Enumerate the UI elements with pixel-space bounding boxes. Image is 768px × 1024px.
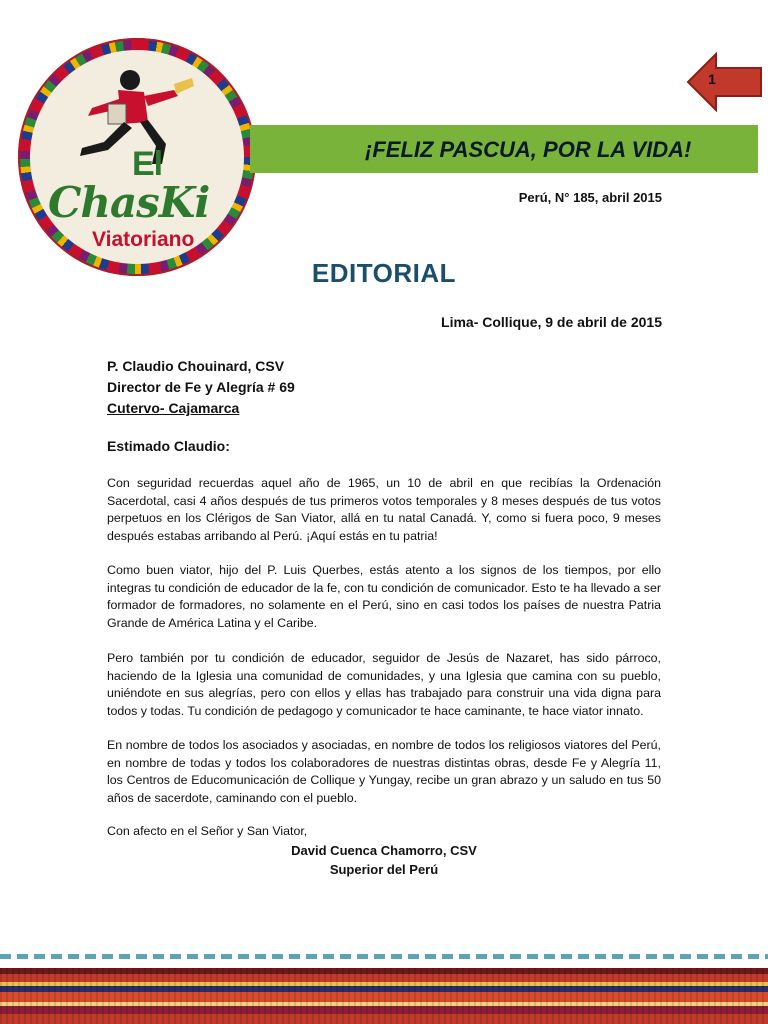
body-paragraph: Con seguridad recuerdas aquel año de 1965, un 10 de abril en que recibías la Ordenación Sacerdotal, casi 4 años después de tus primeros votos temporales y 8 meses después de tus votos perpetuos en los Clérigos de San Viator, allá en tu natal Canadá. Y, como si fuera poco, 9 meses después estabas arribando al Perú. ¡Aquí estás en tu patria! [107, 476, 661, 543]
dashed-divider [0, 954, 768, 959]
place-date: Lima- Collique, 9 de abril de 2015 [441, 314, 662, 330]
logo-el-text: El [132, 145, 163, 183]
issue-info: Perú, N° 185, abril 2015 [518, 190, 662, 205]
recipient-name: P. Claudio Chouinard, CSV [107, 358, 285, 374]
signature-title: Superior del Perú [329, 862, 439, 877]
recipient-location: Cutervo- Cajamarca [107, 400, 240, 416]
closing-line: Con afecto en el Señor y San Viator, [107, 824, 308, 838]
banner-title: ¡FELIZ PASCUA, POR LA VIDA! [365, 137, 692, 162]
runner-icon [52, 64, 202, 174]
recipient-role: Director de Fe y Alegría # 69 [107, 379, 295, 395]
greeting: Estimado Claudio: [107, 438, 230, 454]
signature-name: David Cuenca Chamorro, CSV [291, 843, 477, 858]
logo-badge [30, 50, 244, 264]
section-heading: EDITORIAL [311, 258, 457, 288]
body-paragraph: En nombre de todos los asociados y asociadas, en nombre de todos los religiosos viatores del Perú, en nombre de todas y todos los colaboradores de nuestras distintas obras, desde Fe y Alegría 11, los Centros de Educomunicación de Collique y Yungay, recibe un gran abrazo y un saludo en tus 50 años de sacerdote, caminando con el pueblo. [107, 738, 661, 805]
page-arrow-icon[interactable] [686, 52, 764, 112]
page-number: 1 [708, 71, 716, 87]
logo-viatoriano-text: Viatoriano [92, 228, 195, 251]
logo-chaski-text: ChasKi [48, 178, 210, 227]
body-paragraph: Pero también por tu condición de educador, seguidor de Jesús de Nazaret, has sido párroco, haciendo de la Iglesia una comunidad de comunidades, y una Iglesia que camina con su pueblo, uniéndote en sus alegrías, pero con ellos y ellas has trabajado para construir una vida digna para todos y todas. Tu condición de pedagogo y comunicador te hace caminante, te hace viator innato. [107, 651, 661, 718]
woven-border [0, 968, 768, 1024]
recipient-block [107, 356, 295, 419]
body-paragraph: Como buen viator, hijo del P. Luis Querbes, estás atento a los signos de los tiempos, por ello integras tu condición de educador de la fe, con tu condición de comunicador. Esto te ha llevado a ser formador de formadores, no solamente en el Perú, sino en casi todos los países de nuestra Patria Grande de América Latina y el Caribe. [107, 563, 661, 630]
chaski-logo [18, 38, 256, 276]
